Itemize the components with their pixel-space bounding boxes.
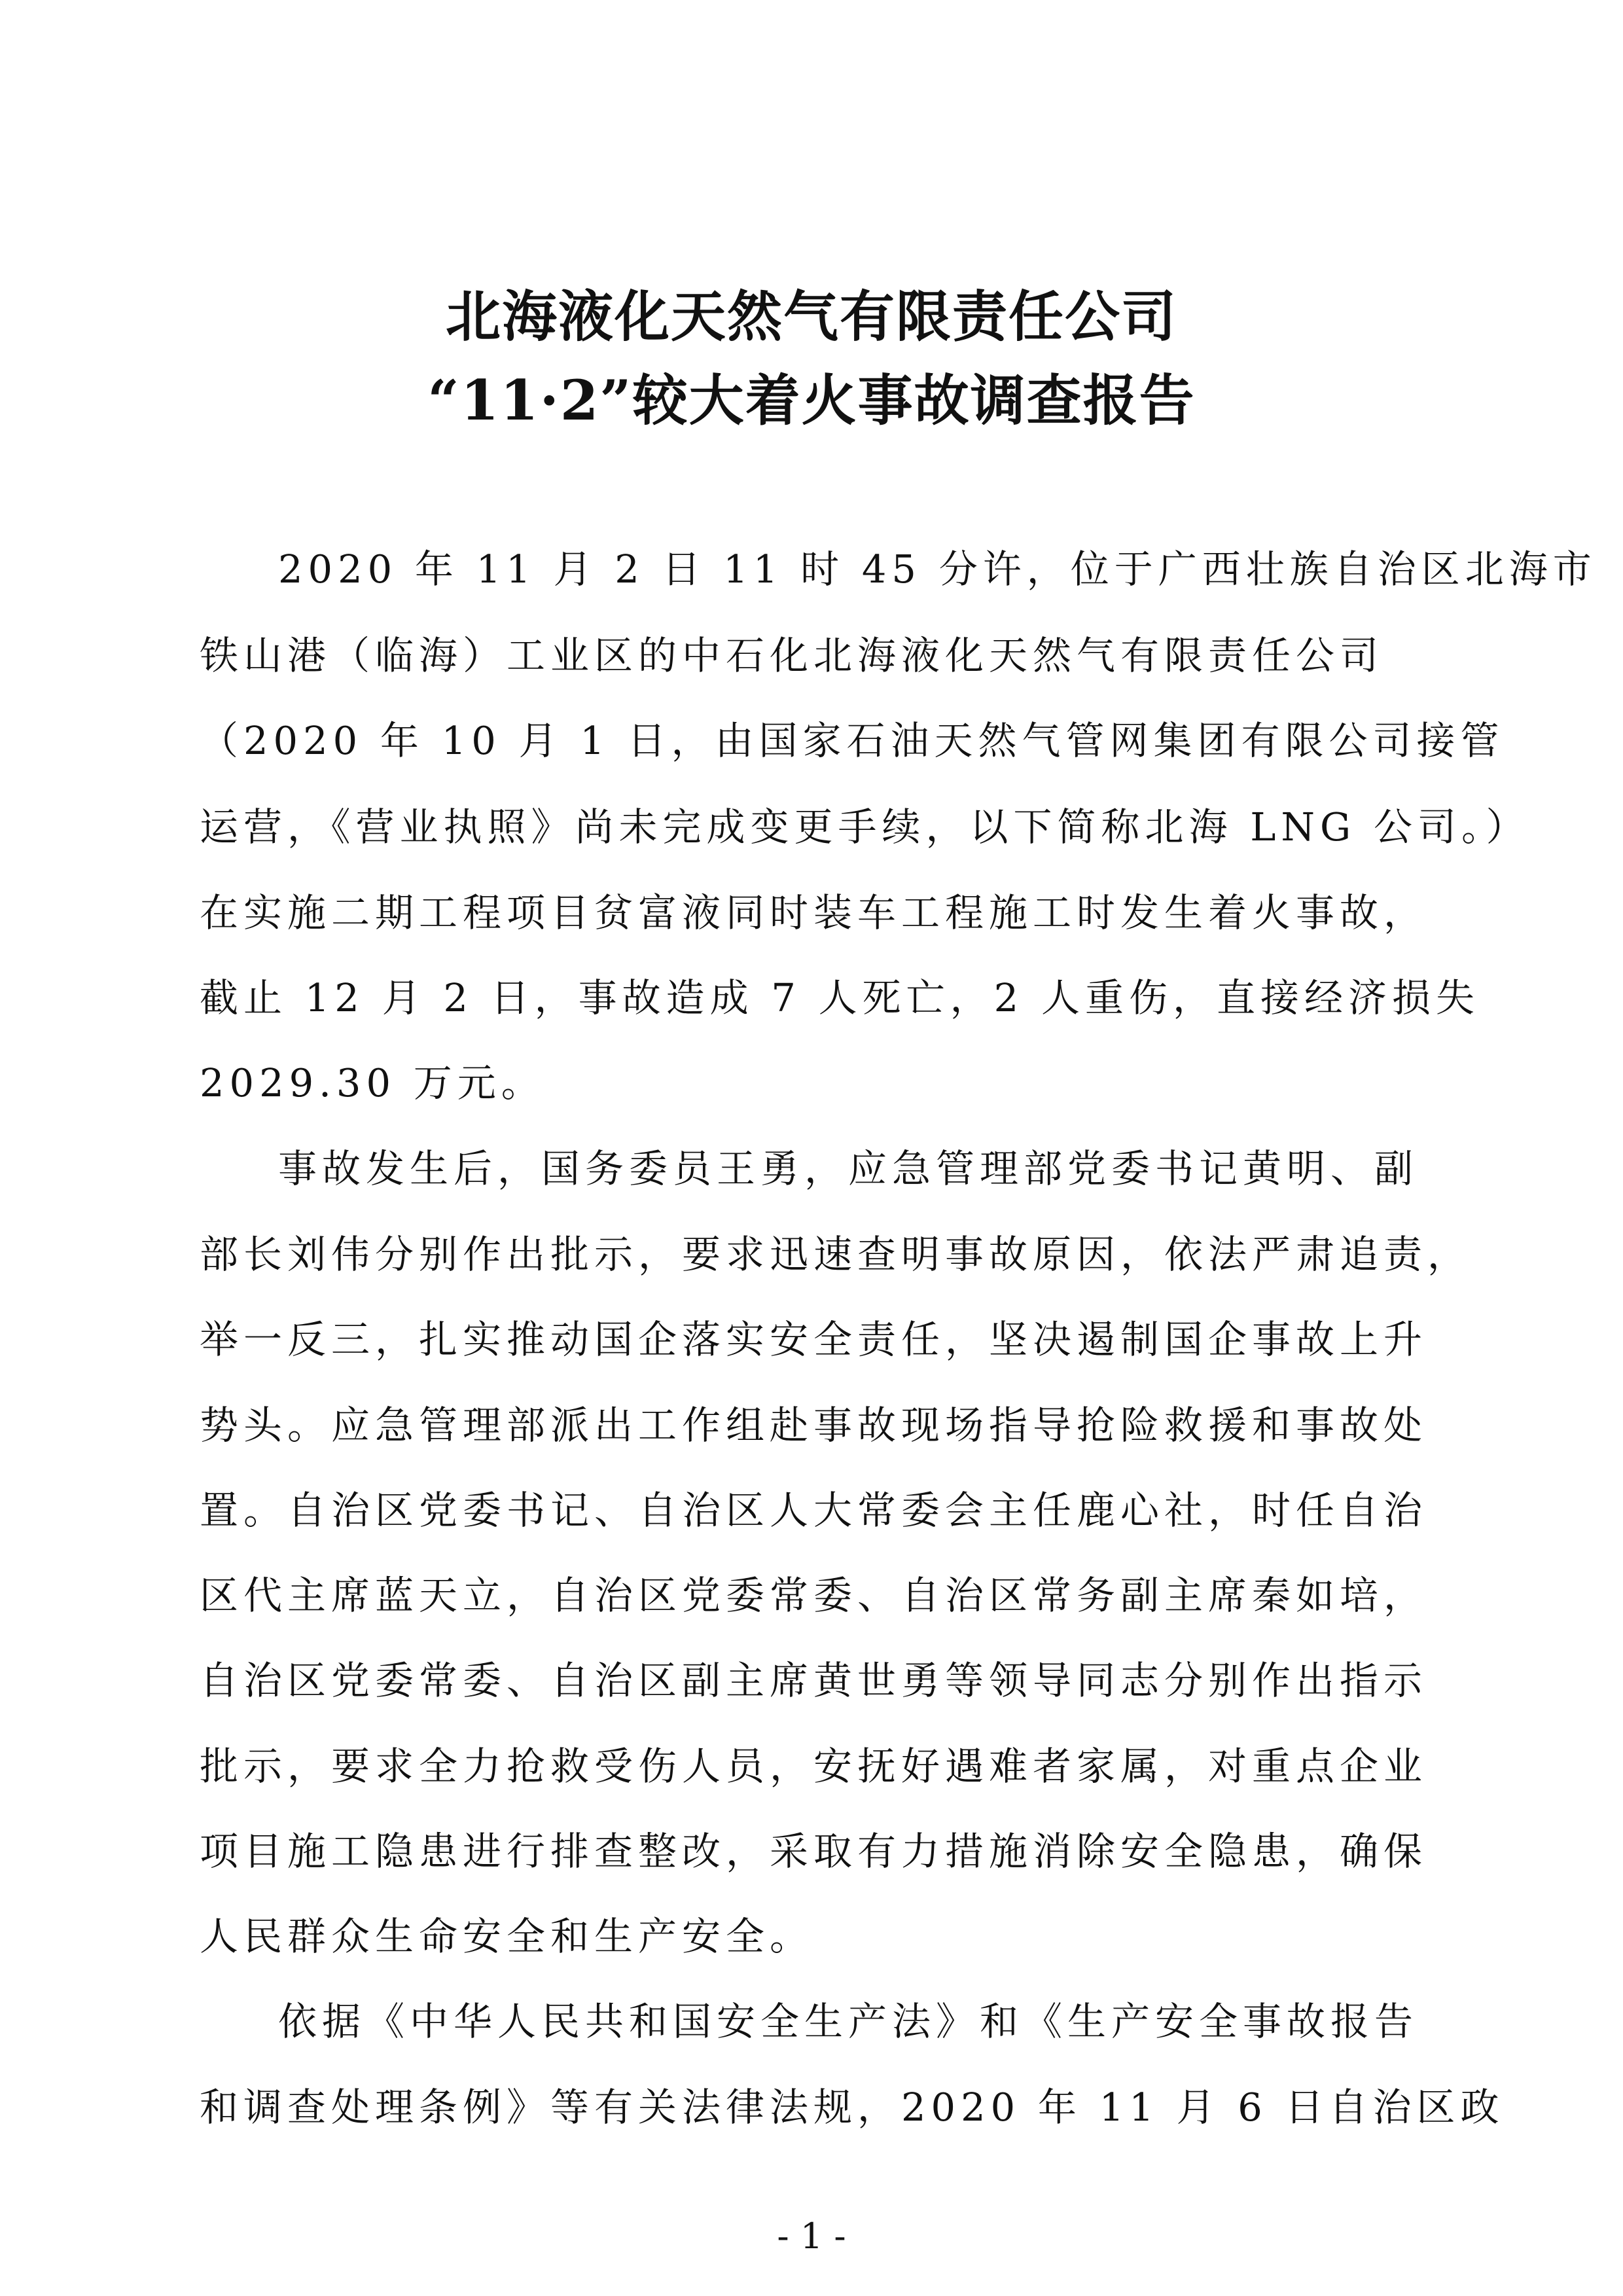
paragraph-2-line-8: 批示，要求全力抢救受伤人员，安抚好遇难者家属，对重点企业 [200, 1744, 1428, 1789]
paragraph-2-line-7: 自治区党委常委、自治区副主席黄世勇等领导同志分别作出指示 [200, 1658, 1428, 1703]
report-title-line-2: “11·2”较大着火事故调查报告 [427, 368, 1196, 433]
paragraph-1-line-1: 2020 年 11 月 2 日 11 时 45 分许，位于广西壮族自治区北海市 [278, 547, 1597, 592]
paragraph-2-line-3: 举一反三，扎实推动国企落实安全责任，坚决遏制国企事故上升 [200, 1317, 1428, 1362]
paragraph-2-line-10: 人民群众生命安全和生产安全。 [200, 1914, 814, 1959]
paragraph-1-line-6: 截止 12 月 2 日，事故造成 7 人死亡，2 人重伤，直接经济损失 [200, 975, 1480, 1020]
paragraph-2-line-6: 区代主席蓝天立，自治区党委常委、自治区常务副主席秦如培， [200, 1573, 1428, 1618]
paragraph-2-line-2: 部长刘伟分别作出批示，要求迅速查明事故原因，依法严肃追责， [200, 1232, 1472, 1277]
paragraph-3-line-1: 依据《中华人民共和国安全生产法》和《生产安全事故报告 [278, 1999, 1419, 2044]
page-number: - 1 - [777, 2215, 846, 2257]
report-title-line-1: 北海液化天然气有限责任公司 [445, 284, 1177, 349]
paragraph-2-line-9: 项目施工隐患进行排查整改，采取有力措施消除安全隐患，确保 [200, 1829, 1428, 1874]
paragraph-1-line-3: （2020 年 10 月 1 日，由国家石油天然气管网集团有限公司接管 [200, 718, 1505, 763]
paragraph-2-line-5: 置。自治区党委书记、自治区人大常委会主任鹿心社，时任自治 [200, 1488, 1428, 1533]
paragraph-1-line-5: 在实施二期工程项目贫富液同时装车工程施工时发生着火事故， [200, 890, 1428, 935]
paragraph-1-line-2: 铁山港（临海）工业区的中石化北海液化天然气有限责任公司 [200, 633, 1384, 678]
paragraph-2-line-1: 事故发生后，国务委员王勇，应急管理部党委书记黄明、副 [278, 1146, 1419, 1191]
paragraph-1-line-7: 2029.30 万元。 [200, 1060, 545, 1105]
paragraph-2-line-4: 势头。应急管理部派出工作组赴事故现场指导抢险救援和事故处 [200, 1403, 1428, 1448]
paragraph-3-line-2: 和调查处理条例》等有关法律法规，2020 年 11 月 6 日自治区政 [200, 2085, 1505, 2130]
paragraph-1-line-4: 运营，《营业执照》尚未完成变更手续，以下简称北海 LNG 公司。） [200, 804, 1530, 850]
